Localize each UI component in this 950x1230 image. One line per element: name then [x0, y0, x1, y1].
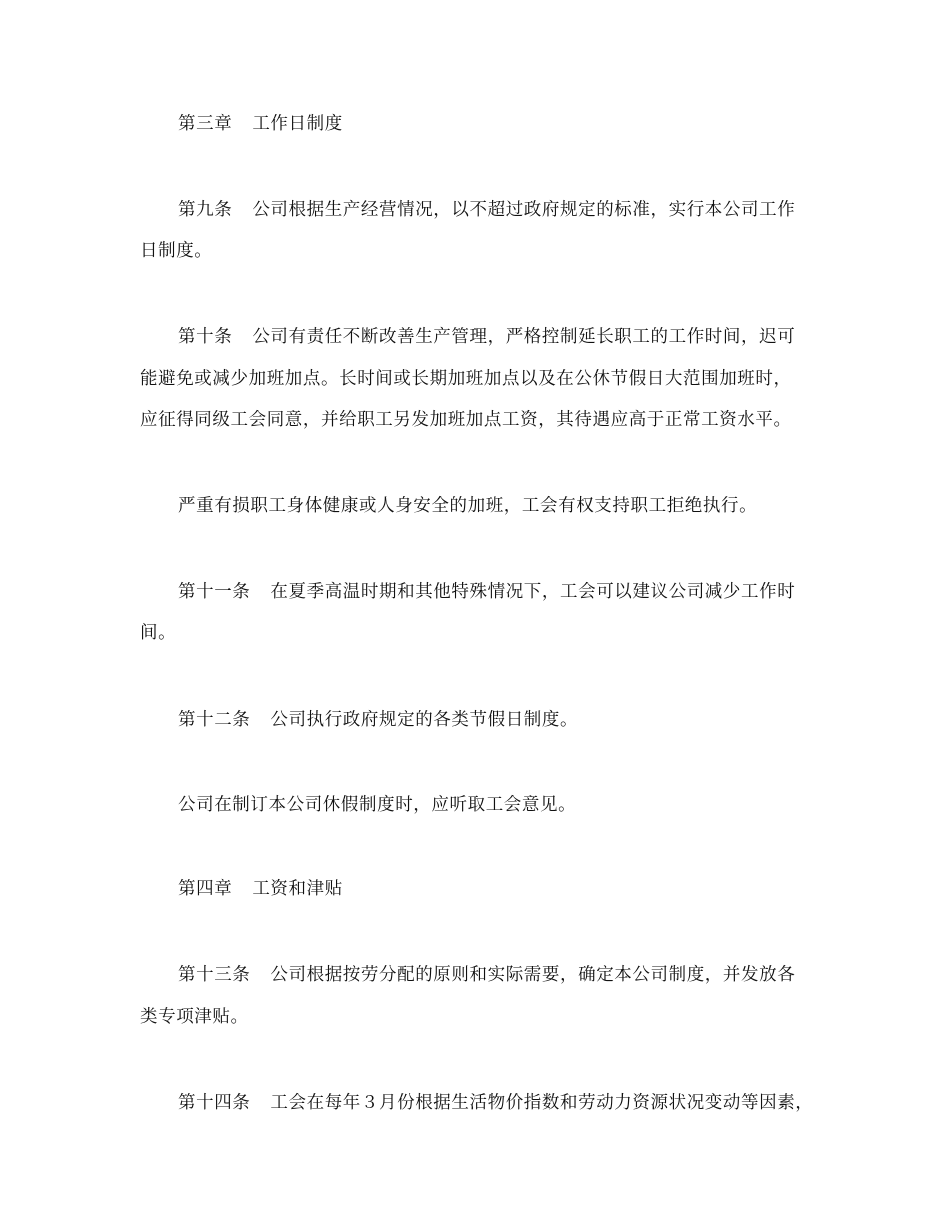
article-12-label: 第十二条 — [178, 710, 251, 730]
article-9-line-1 — [178, 199, 795, 221]
article-11-line-2: 间。 — [140, 623, 177, 643]
chapter-3-heading — [178, 113, 343, 135]
article-10-line-1 — [178, 326, 795, 348]
paragraph-overtime: 严重有损职工身体健康或人身安全的加班，工会有权支持职工拒绝执行。 — [178, 496, 758, 516]
article-10-line-3: 应征得同级工会同意，并给职工另发加班加点工资，其待遇应高于正常工资水平。 — [140, 410, 792, 430]
article-13-line-2: 类专项津贴。 — [140, 1007, 249, 1027]
chapter-3-title: 工作日制度 — [252, 114, 343, 134]
article-11-line-1 — [178, 581, 795, 603]
article-12-line-1 — [178, 709, 578, 731]
article-14-line-1 — [178, 1092, 813, 1114]
article-13-text-1: 公司根据按劳分配的原则和实际需要，确定本公司制度，并发放各 — [270, 965, 796, 985]
article-14-text-1: 工会在每年３月份根据生活物价指数和劳动力资源状况变动等因素， — [270, 1093, 814, 1113]
article-9-label: 第九条 — [178, 200, 233, 220]
article-13-label: 第十三条 — [178, 965, 251, 985]
article-14-label: 第十四条 — [178, 1093, 251, 1113]
chapter-4-heading — [178, 878, 343, 900]
article-11-label: 第十一条 — [178, 582, 251, 602]
article-11-text-1: 在夏季高温时期和其他特殊情况下，工会可以建议公司减少工作时 — [270, 582, 796, 602]
chapter-4-title: 工资和津贴 — [252, 879, 343, 899]
article-13-line-1 — [178, 964, 795, 986]
article-10-label: 第十条 — [178, 327, 233, 347]
article-10-text-1: 公司有责任不断改善生产管理，严格控制延长职工的工作时间，迟可 — [252, 327, 796, 347]
article-10-line-2: 能避免或减少加班加点。长时间或长期加班加点以及在公休节假日大范围加班时， — [140, 369, 792, 389]
paragraph-leave: 公司在制订本公司休假制度时，应听取工会意见。 — [178, 795, 577, 815]
chapter-3-label: 第三章 — [178, 114, 233, 134]
chapter-4-label: 第四章 — [178, 879, 233, 899]
article-9-text-1: 公司根据生产经营情况，以不超过政府规定的标准，实行本公司工作 — [252, 200, 796, 220]
article-12-text-1: 公司执行政府规定的各类节假日制度。 — [270, 710, 579, 730]
article-9-line-2: 日制度。 — [140, 241, 213, 261]
